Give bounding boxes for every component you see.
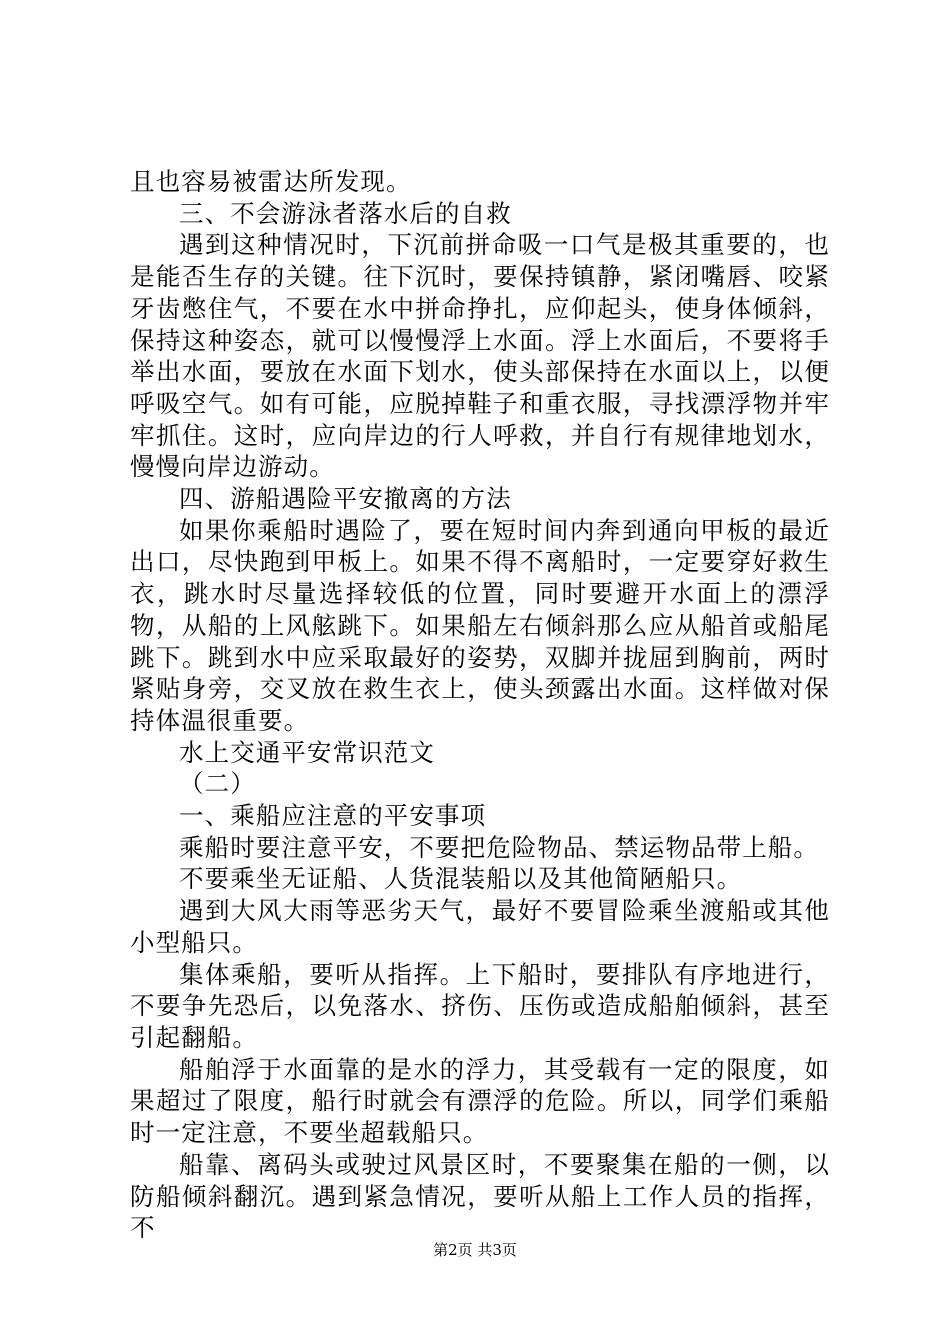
paragraph-safety-item: 乘船时要注意平安，不要把危险物品、禁运物品带上船。 <box>179 832 819 862</box>
section-heading-safety-items: 一、乘船应注意的平安事项 <box>179 801 487 831</box>
paragraph-safety-item: 集体乘船，要听从指挥。上下船时，要排队有序地进行，不要争先恐后，以免落水、挤伤、压伤或造成船舶倾斜，甚至引起翻船。 <box>130 959 830 1052</box>
section-heading-self-rescue: 三、不会游泳者落水后的自救 <box>179 198 512 228</box>
paragraph-safety-item: 船靠、离码头或驶过风景区时，不要聚集在船的一侧，以防船倾斜翻沉。遇到紧急情况，要听从船上工作人员的指挥，不 <box>130 1149 830 1243</box>
paragraph-safety-item: 不要乘坐无证船、人货混装船以及其他简陋船只。 <box>179 864 743 894</box>
paragraph-continuation: 且也容易被雷达所发现。 <box>130 167 412 196</box>
document-body <box>130 166 830 1244</box>
document-part-number: （二） <box>179 769 256 799</box>
paragraph-safety-item: 船舶浮于水面靠的是水的浮力，其受载有一定的限度，如果超过了限度，船行时就会有漂浮的危险。所以，同学们乘船时一定注意，不要坐超载船只。 <box>130 1054 830 1148</box>
page-indicator: 第2页 共3页 <box>433 1241 517 1259</box>
paragraph-evacuation: 如果你乘船时遇险了，要在短时间内奔到通向甲板的最近出口，尽快跑到甲板上。如果不得不离船时，一定要穿好救生衣，跳水时尽量选择较低的位置，同时要避开水面上的漂浮物，从船的上风舷跳下。如果船左右倾斜那么应从船首或船尾跳下。跳到水中应采取最好的姿势，双脚并拢屈到胸前，两时紧贴身旁，交叉放在救生衣上，使头颈露出水面。这样做对保持体温很重要。 <box>130 515 830 735</box>
page-footer <box>0 1240 950 1260</box>
section-heading-evacuation: 四、游船遇险平安撤离的方法 <box>179 484 512 514</box>
paragraph-safety-item: 遇到大风大雨等恶劣天气，最好不要冒险乘坐渡船或其他小型船只。 <box>130 896 830 957</box>
paragraph-self-rescue: 遇到这种情况时，下沉前拼命吸一口气是极其重要的，也是能否生存的关键。往下沉时，要保持镇静，紧闭嘴唇、咬紧牙齿憋住气，不要在水中拼命挣扎，应仰起头，使身体倾斜，保持这种姿态，就可以慢慢浮上水面。浮上水面后，不要将手举出水面，要放在水面下划水，使头部保持在水面以上，以便呼吸空气。如有可能，应脱掉鞋子和重衣服，寻找漂浮物并牢牢抓住。这时，应向岸边的行人呼救，并自行有规律地划水，慢慢向岸边游动。 <box>130 230 830 482</box>
document-title: 水上交通平安常识范文 <box>179 737 435 767</box>
